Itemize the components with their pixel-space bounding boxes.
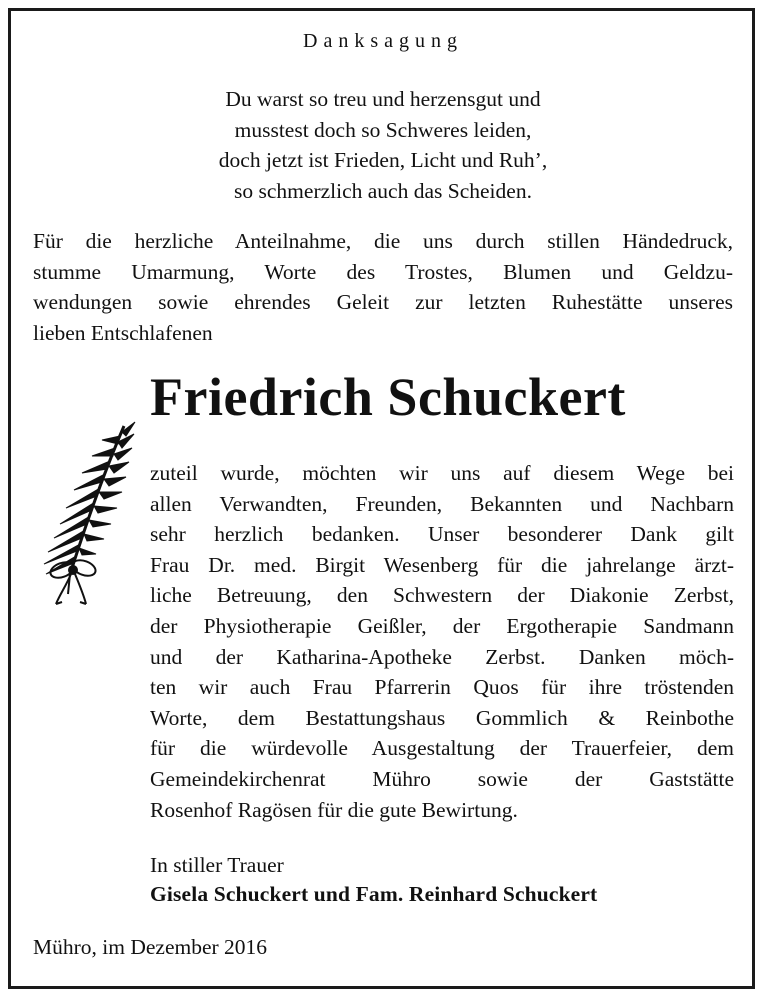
intro-line: wendungen sowie ehrendes Geleit zur letzten Ruhestätte unseres: [33, 290, 733, 314]
closing-phrase: In stiller Trauer: [150, 853, 284, 877]
poem-line: doch jetzt ist Frieden, Licht und Ruh’,: [218, 148, 548, 172]
body-line: Gemeindekirchenrat Mühro sowie der Gaststätte: [150, 766, 734, 791]
intro-line: lieben Entschlafenen: [33, 320, 213, 345]
body-line: Worte, dem Bestattungshaus Gommlich & Reinbothe: [150, 705, 734, 730]
body-line: Frau Dr. med. Birgit Wesenberg für die jahrelange ärzt-: [150, 552, 734, 577]
thanks-paragraph: [150, 458, 734, 825]
intro-line: stumme Umarmung, Worte des Trostes, Blumen und Geldzu-: [33, 259, 733, 284]
body-line: liche Betreuung, den Schwestern der Diakonie Zerbst,: [150, 583, 734, 608]
intro-line: Für die herzliche Anteilnahme, die uns durch stillen Händedruck,: [33, 229, 733, 253]
poem-line: so schmerzlich auch das Scheiden.: [234, 178, 532, 203]
palm-branch-with-bow-icon: [36, 418, 136, 608]
poem-line: musstest doch so Schweres leiden,: [234, 117, 532, 142]
deceased-name: Friedrich Schuckert: [150, 367, 626, 427]
body-line: für die würdevolle Ausgestaltung der Trauerfeier, dem: [150, 736, 734, 761]
body-line: Rosenhof Ragösen für die gute Bewirtung.: [150, 797, 518, 822]
body-line: sehr herzlich bedanken. Unser besonderer Dank gilt: [150, 522, 734, 547]
body-line: der Physiotherapie Geißler, der Ergotherapie Sandmann: [150, 613, 734, 638]
signers: Gisela Schuckert und Fam. Reinhard Schuckert: [150, 882, 598, 906]
place-date: Mühro, im Dezember 2016: [33, 935, 268, 959]
body-line: und der Katharina-Apotheke Zerbst. Danken möch-: [150, 644, 734, 669]
body-line: ten wir auch Frau Pfarrerin Quos für ihre tröstenden: [150, 675, 734, 700]
body-line: allen Verwandten, Freunden, Bekannten und Nachbarn: [150, 491, 734, 516]
poem-line: Du warst so treu und herzensgut und: [225, 87, 541, 111]
intro-paragraph: [33, 226, 733, 348]
notice-heading: Danksagung: [303, 30, 463, 52]
poem: [0, 84, 766, 206]
body-line: zuteil wurde, möchten wir uns auf diesem Wege bei: [150, 461, 734, 485]
